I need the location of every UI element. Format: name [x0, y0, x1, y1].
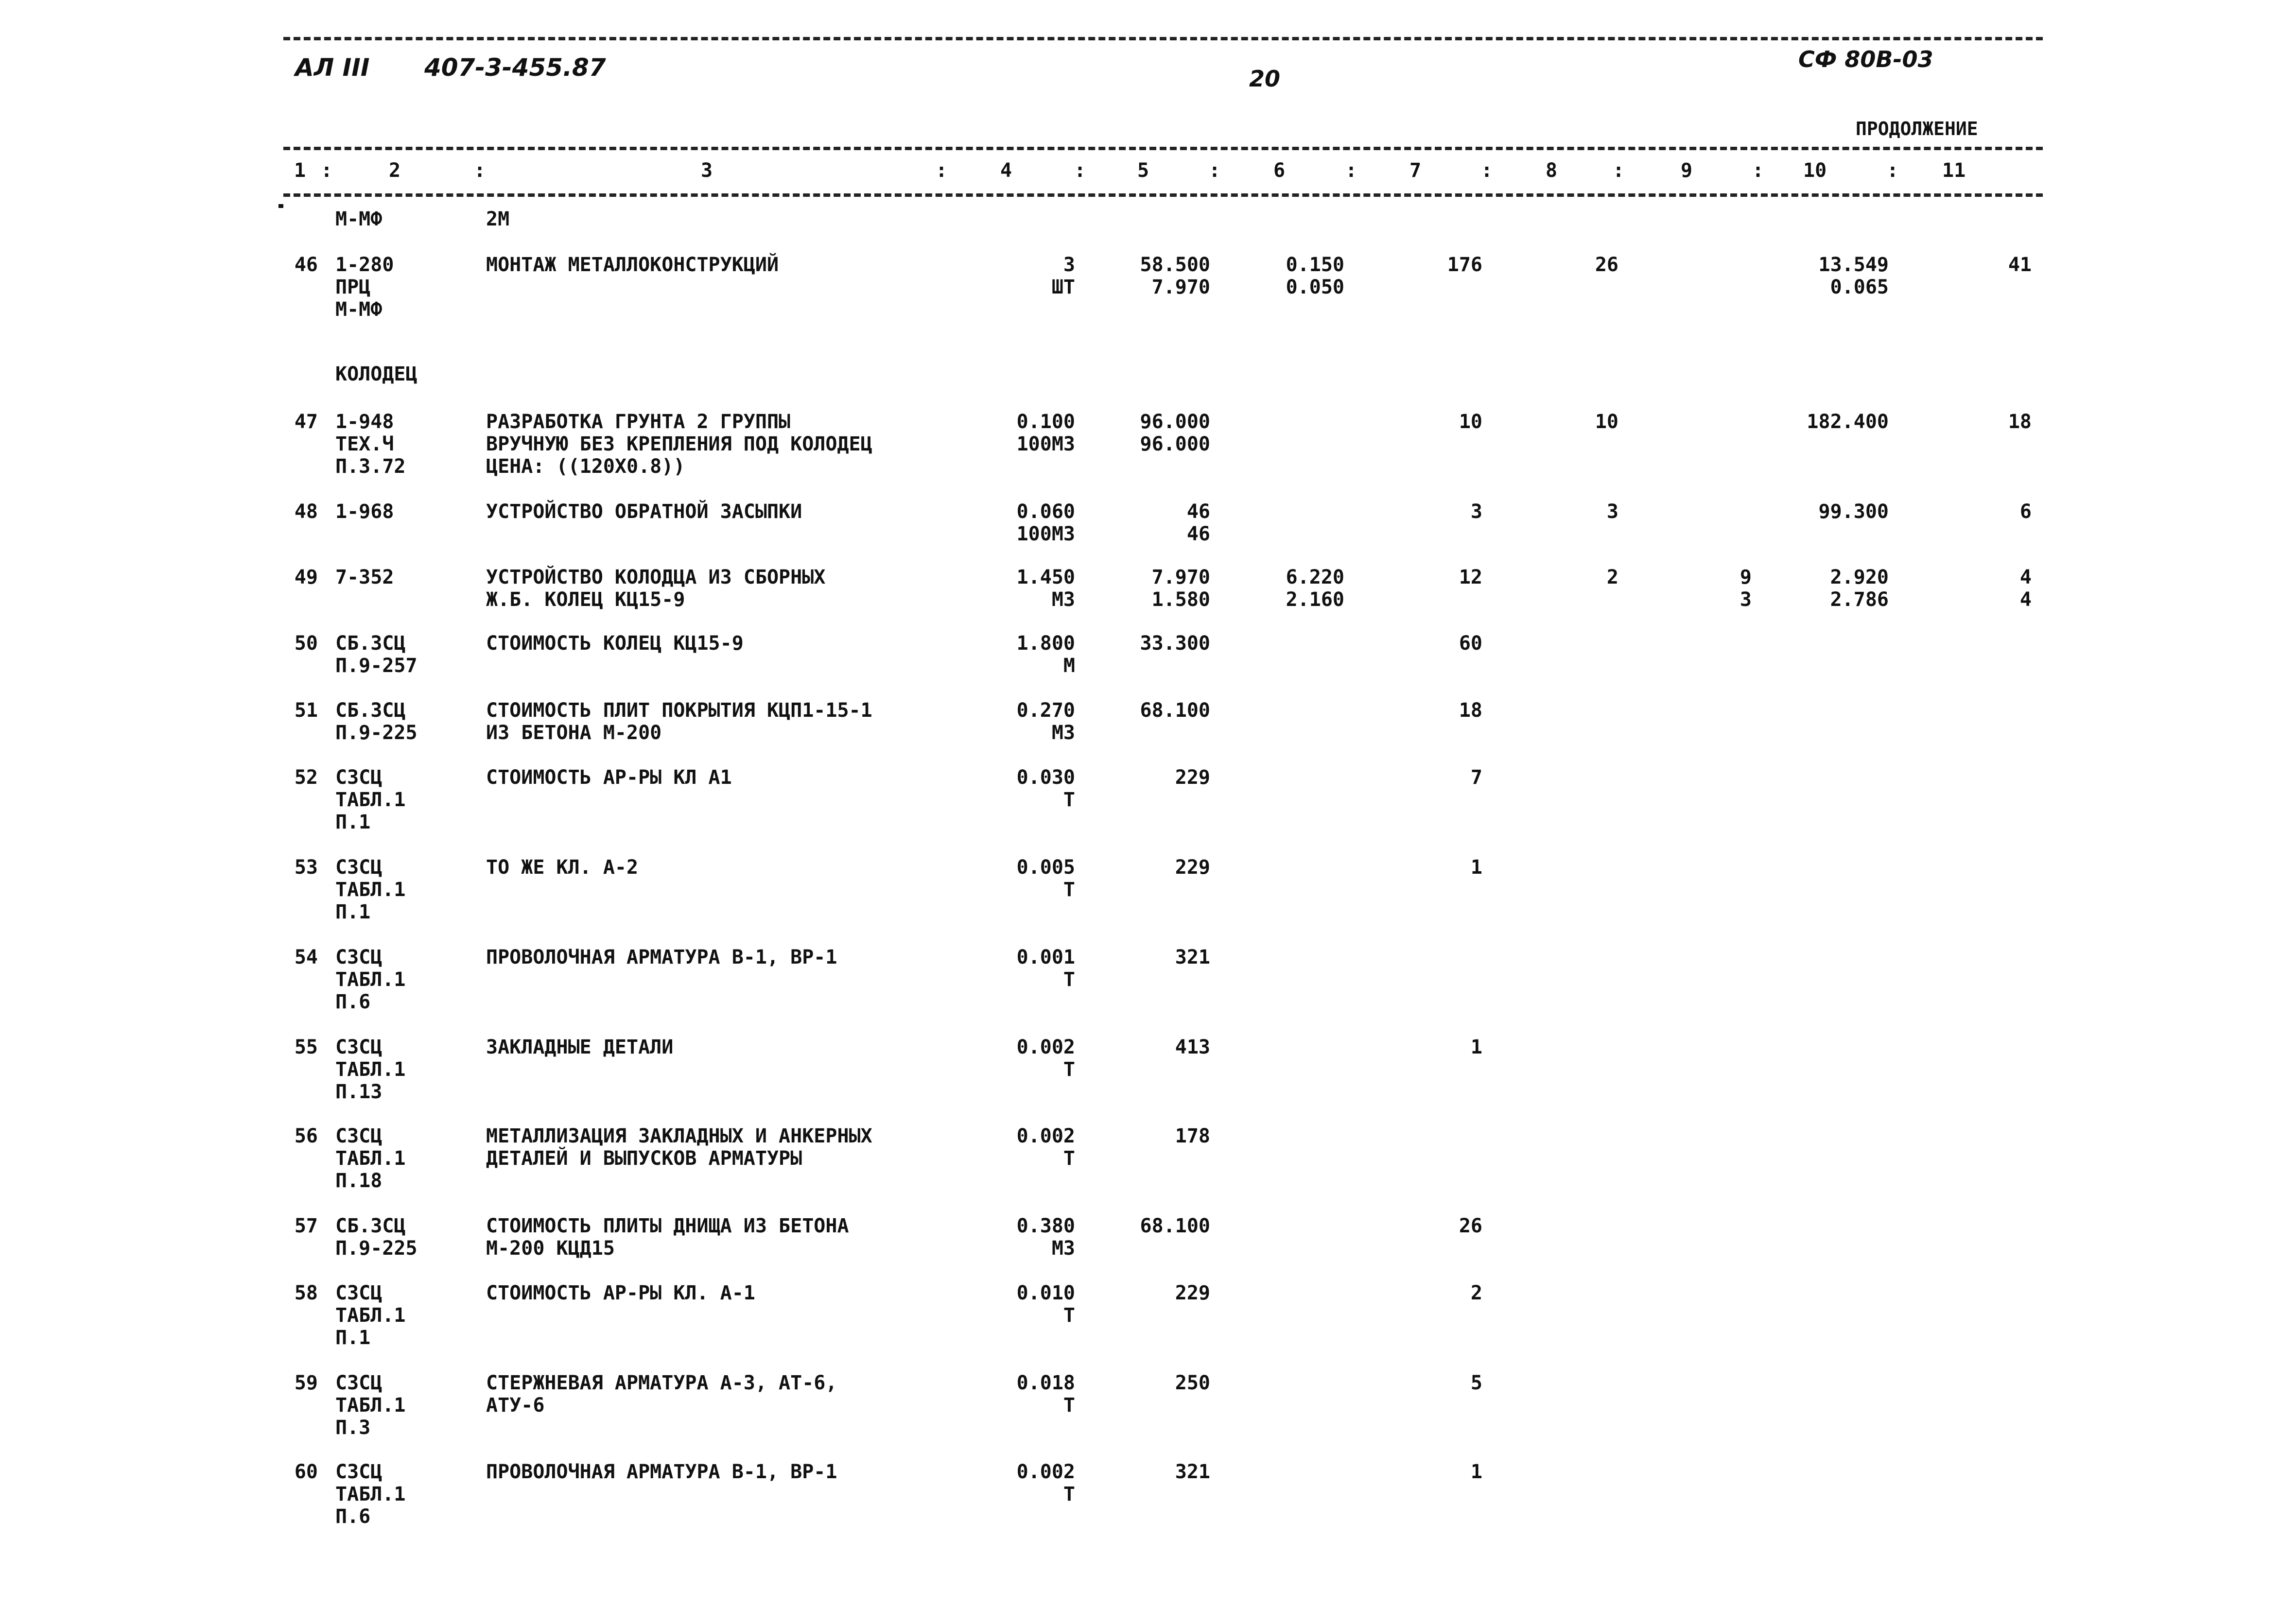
- item-col-7: 12: [1459, 566, 1482, 588]
- item-code: 1-968: [335, 501, 394, 523]
- item-code: С3СЦ: [335, 1461, 383, 1483]
- item-name: СТОИМОСТЬ ПЛИТЫ ДНИЩА ИЗ БЕТОНА: [486, 1215, 849, 1237]
- item-code: П.13: [335, 1081, 383, 1103]
- item-name: УСТРОЙСТВО ОБРАТНОЙ ЗАСЫПКИ: [486, 501, 802, 523]
- item-col-8: 3: [1606, 501, 1618, 523]
- item-name: 2М: [486, 208, 510, 230]
- item-col-9: 9: [1739, 566, 1752, 588]
- item-unit-price: 1.580: [1151, 588, 1210, 611]
- item-col-6: 2.160: [1286, 588, 1344, 611]
- item-name: ЗАКЛАДНЫЕ ДЕТАЛИ: [486, 1036, 674, 1058]
- item-unit-price: 413: [1175, 1036, 1210, 1058]
- item-unit-price: 178: [1175, 1125, 1210, 1147]
- item-unit-price: 229: [1175, 1282, 1210, 1304]
- item-code: П.1: [335, 901, 371, 923]
- item-quantity: М: [1063, 655, 1075, 677]
- col-header-2: 2: [389, 159, 401, 182]
- item-name: ВРУЧНУЮ БЕЗ КРЕПЛЕНИЯ ПОД КОЛОДЕЦ: [486, 433, 872, 455]
- item-number: 58: [294, 1282, 318, 1304]
- item-col-7: 60: [1459, 632, 1482, 655]
- item-name: Ж.Б. КОЛЕЦ КЦ15-9: [486, 588, 685, 611]
- item-quantity: Т: [1063, 879, 1075, 901]
- item-quantity: М3: [1051, 1237, 1075, 1260]
- item-col-7: 2: [1470, 1282, 1482, 1304]
- item-code: ТАБЛ.1: [335, 1304, 406, 1327]
- item-quantity: 1.450: [1016, 566, 1075, 588]
- document-number: 407-3-455.87: [424, 53, 606, 82]
- item-code: 1-948: [335, 411, 394, 433]
- col-header-6: 6: [1273, 159, 1286, 182]
- item-code: 1-280: [335, 254, 394, 276]
- item-number: 49: [294, 566, 318, 588]
- item-code: СБ.3СЦ: [335, 1215, 406, 1237]
- item-number: 60: [294, 1461, 318, 1483]
- item-code: ПРЦ: [335, 276, 371, 298]
- item-number: 51: [294, 699, 318, 722]
- item-quantity: 100М3: [1016, 523, 1075, 545]
- item-code: П.3.72: [335, 455, 406, 478]
- item-unit-price: 96.000: [1140, 411, 1210, 433]
- item-unit-price: 58.500: [1140, 254, 1210, 276]
- item-unit-price: 229: [1175, 766, 1210, 789]
- item-code: С3СЦ: [335, 1036, 383, 1058]
- item-code: П.9-225: [335, 722, 417, 744]
- item-number: 57: [294, 1215, 318, 1237]
- item-number: 56: [294, 1125, 318, 1147]
- item-name: УСТРОЙСТВО КОЛОДЦА ИЗ СБОРНЫХ: [486, 566, 826, 588]
- item-col-10: 0.065: [1830, 276, 1889, 298]
- item-code: ТАБЛ.1: [335, 1483, 406, 1505]
- right-code: СФ 80В-03: [1798, 46, 1933, 72]
- item-number: 48: [294, 501, 318, 523]
- item-quantity: 0.380: [1016, 1215, 1075, 1237]
- item-col-7: 26: [1459, 1215, 1482, 1237]
- item-name: ИЗ БЕТОНА М-200: [486, 722, 662, 744]
- item-quantity: Т: [1063, 1058, 1075, 1081]
- col-header-4: 4: [1000, 159, 1012, 182]
- item-name: СТОИМОСТЬ КОЛЕЦ КЦ15-9: [486, 632, 744, 655]
- item-quantity: ШТ: [1051, 276, 1075, 298]
- item-quantity: Т: [1063, 789, 1075, 811]
- col-header-10: 10: [1803, 159, 1827, 182]
- page-number: 20: [1249, 66, 1281, 92]
- item-quantity: 0.010: [1016, 1282, 1075, 1304]
- item-unit-price: 7.970: [1151, 276, 1210, 298]
- item-col-8: 10: [1595, 411, 1618, 433]
- item-unit-price: 46: [1186, 501, 1210, 523]
- item-code: П.9-225: [335, 1237, 417, 1260]
- item-unit-price: 96.000: [1140, 433, 1210, 455]
- item-code: М-МФ: [335, 298, 383, 321]
- item-name: ПРОВОЛОЧНАЯ АРМАТУРА В-1, ВР-1: [486, 1461, 837, 1483]
- item-quantity: 0.002: [1016, 1125, 1075, 1147]
- item-name: МЕТАЛЛИЗАЦИЯ ЗАКЛАДНЫХ И АНКЕРНЫХ: [486, 1125, 872, 1147]
- document-page: АЛ III 407-3-455.87 20 СФ 80В-03 ПРОДОЛЖЕНИЕ 1 : 2 : 3 : 4 : 5 : 6 : 7 : 8 : 9 : 10 : 11 М-МФ 2М 46 1-280 ПРЦ М-МФ МОНТАЖ МЕТАЛЛОКОНСТРУКЦИЙ 3 ШТ 58.500 7.970 0.150 0.050 176 26 13.549 0.065 41 КОЛОДЕЦ 47 1-948 ТЕХ.Ч П.3.72 РАЗРАБОТКА ГРУНТА 2 ГРУППЫ ВРУЧНУЮ БЕЗ КРЕПЛЕНИЯ ПОД КОЛОДЕЦ ЦЕНА: ((120Х0.8)) 0.100 100М3 96.000 96.000 10 10 182.400 18 48 1-968 УСТРОЙСТВО ОБРАТНОЙ ЗАСЫПКИ 0.060 100М3 46 46 3 3 99.300 6 49 7-352 УСТРОЙСТВО КОЛОДЦА ИЗ СБОРНЫХ Ж.Б. КОЛЕЦ КЦ15-9 1.450 М3 7.970 1.580 6.220 2.160 12 2 9 3 2.920 2.786 4 4 50 СБ.3СЦ П.9-257 СТОИМОСТЬ КОЛЕЦ КЦ15-9 1.800 М 33.300 60 51 СБ.3СЦ П.9-225 СТОИМОСТЬ ПЛИТ ПОКРЫТИЯ КЦП1-15-1 ИЗ БЕТОНА М-200 0.270 М3 68.100 18 52 С3СЦ ТАБЛ.1 П.1 СТОИМОСТЬ АР-РЫ КЛ А1 0.030 Т 229 7 53 С3СЦ ТАБЛ.1 П.1 ТО ЖЕ КЛ. А-2 0.005 Т 229 1 54 С3СЦ ТАБЛ.1 П.6 ПРОВОЛОЧНАЯ АРМАТУРА В-1, ВР-1 0.001 Т 321 55 С3СЦ ТАБЛ.1 П.13 ЗАКЛАДНЫЕ ДЕТАЛИ 0.002 Т 413 1 56 С3СЦ ТАБЛ.1 П.18 МЕТАЛЛИЗАЦИЯ ЗАКЛАДНЫХ И АНКЕРНЫХ ДЕТАЛЕЙ И ВЫПУСКОВ АРМАТУРЫ 0.002 Т 178 57 СБ.3СЦ П.9-225 СТОИМОСТЬ ПЛИТЫ ДНИЩА ИЗ БЕТОНА М-200 КЦД15 0.380 М3 68.100 26 58 С3СЦ ТАБЛ.1 П.1 СТОИМОСТЬ АР-РЫ КЛ. А-1 0.010 Т 229 2 59 С3СЦ ТАБЛ.1 П.3 СТЕРЖНЕВАЯ АРМАТУРА А-3, АТ-6, АТУ-6 0.018 Т 250 5 60 С3СЦ ТАБЛ.1 П.6 ПРОВОЛОЧНАЯ АРМАТУРА В-1, ВР-1 0.002 Т 321 1: [0, 0, 2296, 1607]
- item-code: С3СЦ: [335, 766, 383, 789]
- item-number: 52: [294, 766, 318, 789]
- item-code: С3СЦ: [335, 1282, 383, 1304]
- item-number: 46: [294, 254, 318, 276]
- item-name: ТО ЖЕ КЛ. А-2: [486, 856, 639, 879]
- item-col-6: 6.220: [1286, 566, 1344, 588]
- item-number: 47: [294, 411, 318, 433]
- item-number: 59: [294, 1372, 318, 1394]
- item-quantity: 3: [1063, 254, 1075, 276]
- item-col-7: 10: [1459, 411, 1482, 433]
- item-quantity: 100М3: [1016, 433, 1075, 455]
- item-code: ТАБЛ.1: [335, 1147, 406, 1170]
- item-code: ТАБЛ.1: [335, 789, 406, 811]
- item-quantity: Т: [1063, 1147, 1075, 1170]
- item-code: П.6: [335, 991, 371, 1013]
- item-code: П.3: [335, 1417, 371, 1439]
- item-code: П.18: [335, 1170, 383, 1192]
- item-quantity: Т: [1063, 1304, 1075, 1327]
- item-col-7: 7: [1470, 766, 1482, 789]
- item-unit-price: 33.300: [1140, 632, 1210, 655]
- item-col-9: 3: [1739, 588, 1752, 611]
- item-code: 7-352: [335, 566, 394, 588]
- item-quantity: 0.002: [1016, 1461, 1075, 1483]
- item-col-8: 2: [1606, 566, 1618, 588]
- item-code: П.1: [335, 811, 371, 833]
- item-quantity: 0.030: [1016, 766, 1075, 789]
- item-name: М-200 КЦД15: [486, 1237, 615, 1260]
- item-quantity: М3: [1051, 722, 1075, 744]
- item-col-7: 3: [1470, 501, 1482, 523]
- item-col-7: 176: [1447, 254, 1482, 276]
- sheet-code: АЛ III: [295, 53, 370, 82]
- item-col-11: 18: [2008, 411, 2032, 433]
- item-unit-price: 7.970: [1151, 566, 1210, 588]
- item-code: П.1: [335, 1327, 371, 1349]
- item-unit-price: 229: [1175, 856, 1210, 879]
- item-quantity: Т: [1063, 968, 1075, 991]
- item-col-10: 13.549: [1818, 254, 1889, 276]
- item-col-8: 26: [1595, 254, 1618, 276]
- item-number: 54: [294, 946, 318, 968]
- item-name: МОНТАЖ МЕТАЛЛОКОНСТРУКЦИЙ: [486, 254, 779, 276]
- item-quantity: 0.100: [1016, 411, 1075, 433]
- col-header-11: 11: [1942, 159, 1966, 182]
- item-quantity: 0.270: [1016, 699, 1075, 722]
- item-unit-price: 321: [1175, 946, 1210, 968]
- item-col-7: 1: [1470, 1036, 1482, 1058]
- item-name: СТОИМОСТЬ ПЛИТ ПОКРЫТИЯ КЦП1-15-1: [486, 699, 872, 722]
- item-name: ЦЕНА: ((120Х0.8)): [486, 455, 685, 478]
- col-header-9: 9: [1681, 159, 1693, 182]
- item-unit-price: 321: [1175, 1461, 1210, 1483]
- col-header-1: 1: [294, 159, 306, 182]
- item-col-10: 99.300: [1818, 501, 1889, 523]
- item-quantity: Т: [1063, 1394, 1075, 1417]
- item-col-7: 1: [1470, 1461, 1482, 1483]
- item-quantity: Т: [1063, 1483, 1075, 1505]
- col-header-8: 8: [1546, 159, 1558, 182]
- item-quantity: 1.800: [1016, 632, 1075, 655]
- item-code: С3СЦ: [335, 1372, 383, 1394]
- item-number: 53: [294, 856, 318, 879]
- item-code: П.6: [335, 1505, 371, 1528]
- item-col-11: 4: [2019, 566, 2032, 588]
- col-header-7: 7: [1409, 159, 1422, 182]
- item-code: ТАБЛ.1: [335, 879, 406, 901]
- item-quantity: М3: [1051, 588, 1075, 611]
- item-number: 55: [294, 1036, 318, 1058]
- item-name: ПРОВОЛОЧНАЯ АРМАТУРА В-1, ВР-1: [486, 946, 837, 968]
- top-rule: [283, 37, 2043, 40]
- item-code: П.9-257: [335, 655, 417, 677]
- item-col-11: 4: [2019, 588, 2032, 611]
- item-quantity: 0.018: [1016, 1372, 1075, 1394]
- item-code: КОЛОДЕЦ: [335, 363, 417, 385]
- item-col-10: 2.920: [1830, 566, 1889, 588]
- item-name: СТОИМОСТЬ АР-РЫ КЛ. А-1: [486, 1282, 755, 1304]
- item-code: ТЕХ.Ч: [335, 433, 394, 455]
- item-code: ТАБЛ.1: [335, 968, 406, 991]
- item-code: С3СЦ: [335, 946, 383, 968]
- item-name: СТЕРЖНЕВАЯ АРМАТУРА А-3, АТ-6,: [486, 1372, 837, 1394]
- item-unit-price: 250: [1175, 1372, 1210, 1394]
- header-top-rule: [283, 147, 2043, 150]
- item-col-6: 0.050: [1286, 276, 1344, 298]
- item-unit-price: 68.100: [1140, 699, 1210, 722]
- item-unit-price: 46: [1186, 523, 1210, 545]
- header-bottom-rule: [283, 193, 2043, 197]
- item-name: ДЕТАЛЕЙ И ВЫПУСКОВ АРМАТУРЫ: [486, 1147, 802, 1170]
- item-quantity: 0.001: [1016, 946, 1075, 968]
- item-code: СБ.3СЦ: [335, 632, 406, 655]
- item-quantity: 0.002: [1016, 1036, 1075, 1058]
- item-col-11: 41: [2008, 254, 2032, 276]
- item-code: ТАБЛ.1: [335, 1394, 406, 1417]
- item-code: СБ.3СЦ: [335, 699, 406, 722]
- item-code: С3СЦ: [335, 856, 383, 879]
- item-name: РАЗРАБОТКА ГРУНТА 2 ГРУППЫ: [486, 411, 791, 433]
- continuation-label: ПРОДОЛЖЕНИЕ: [1856, 118, 1978, 139]
- item-col-11: 6: [2019, 501, 2032, 523]
- item-quantity: 0.005: [1016, 856, 1075, 879]
- item-col-7: 1: [1470, 856, 1482, 879]
- margin-mark: [278, 204, 283, 208]
- col-header-3: 3: [701, 159, 713, 182]
- item-unit-price: 68.100: [1140, 1215, 1210, 1237]
- col-header-5: 5: [1137, 159, 1149, 182]
- item-code: ТАБЛ.1: [335, 1058, 406, 1081]
- item-col-10: 2.786: [1830, 588, 1889, 611]
- item-col-6: 0.150: [1286, 254, 1344, 276]
- item-name: СТОИМОСТЬ АР-РЫ КЛ А1: [486, 766, 732, 789]
- item-code: М-МФ: [335, 208, 383, 230]
- item-code: С3СЦ: [335, 1125, 383, 1147]
- item-number: 50: [294, 632, 318, 655]
- item-quantity: 0.060: [1016, 501, 1075, 523]
- item-col-7: 18: [1459, 699, 1482, 722]
- item-col-7: 5: [1470, 1372, 1482, 1394]
- item-name: АТУ-6: [486, 1394, 545, 1417]
- item-col-10: 182.400: [1807, 411, 1889, 433]
